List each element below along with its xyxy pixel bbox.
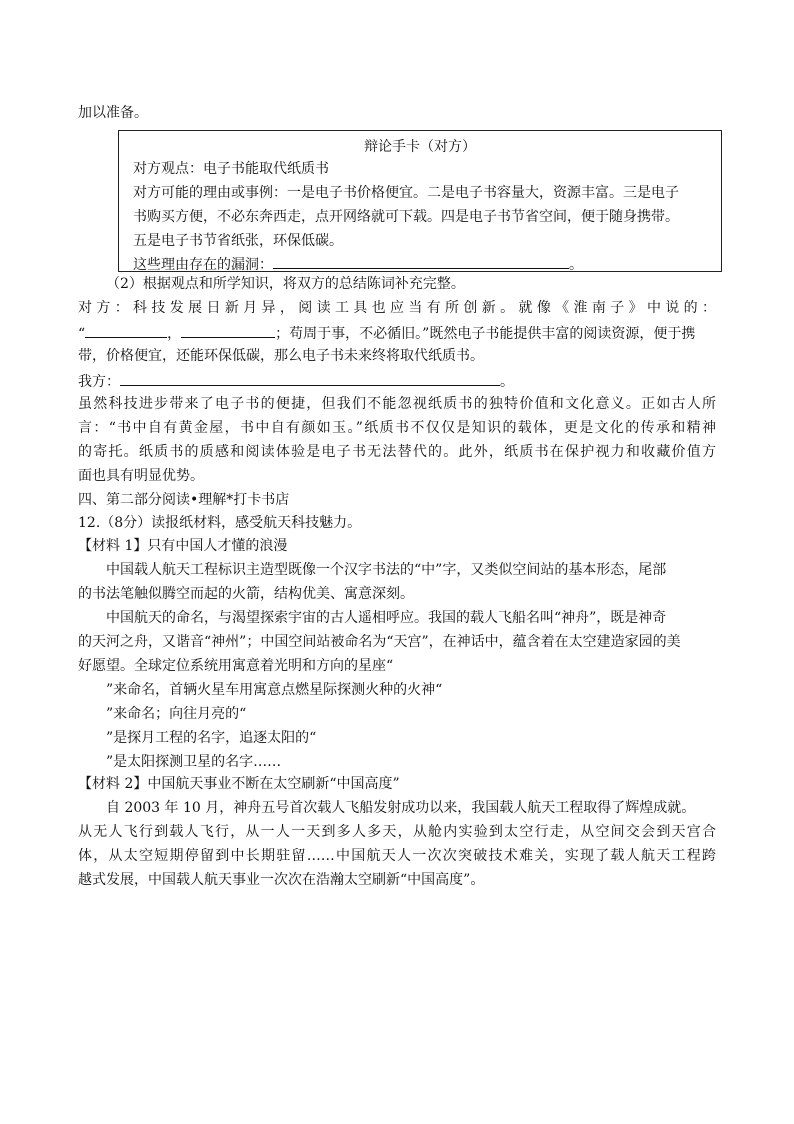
open-quote: “	[78, 326, 86, 342]
material-2-heading: 【材料 2】中国航天事业不断在太空刷新“中国高度”	[78, 776, 400, 792]
material-1-p1-l2: 的书法笔触似腾空而起的火箭，结构优美、寓意深刻。	[78, 586, 414, 602]
quote-blank-2[interactable]	[181, 322, 275, 338]
our-summary-blank[interactable]	[120, 370, 500, 386]
our-end: 。	[500, 374, 514, 390]
material-2-p1-l1: 自 2003 年 10 月，神舟五号首次载人飞船发射成功以来，我国载人航天工程取得了辉煌成就。	[106, 800, 696, 816]
material-1-p2-l7: ”是太阳探测卫星的名字……	[106, 754, 282, 770]
flaw-answer-blank[interactable]	[273, 253, 569, 269]
our-label: 我方：	[78, 374, 120, 390]
material-1-p2-l6: ”是探月工程的名字，追逐太阳的“	[106, 730, 317, 746]
debate-card-reasons-2: 书购买方便，不必东奔西走，点开网络就可下载。四是电子书节省空间，便于随身携带。	[133, 209, 679, 225]
material-1-p2-l2: 的天河之舟，又谐音“神州”；中国空间站被命名为“天宫”，在神话中，蕴含着在太空建造家园的美	[78, 634, 681, 650]
material-1-p1-l1: 中国载人航天工程标识主造型既像一个汉字书法的“中”字，又类似空间站的基本形态，尾部	[106, 562, 667, 578]
debate-card-title: 辩论手卡（对方）	[364, 139, 476, 155]
debate-card-flaw-line	[133, 253, 583, 275]
debate-card	[118, 130, 722, 272]
our-line-3: 的寄托。纸质书的质感和阅读体验是电子书无法替代的。此外，纸质书在保护视力和收藏价值方	[78, 444, 716, 460]
debate-card-reasons-1: 对方可能的理由或事例：一是电子书价格便宜。二是电子书容量大，资源丰富。三是电子	[133, 185, 679, 201]
our-summary-line	[78, 370, 514, 392]
flaw-label: 这些理由存在的漏洞：	[133, 257, 273, 273]
our-line-4: 面也具有明显优势。	[78, 468, 204, 484]
material-2-p1-l3: 体，从太空短期停留到中长期驻留……中国航天人一次次突破技术难关，实现了载人航天工程跨	[78, 848, 716, 864]
material-2-p1-l4: 越式发展，中国载人航天事业一次次在浩瀚太空刷新“中国高度”。	[78, 872, 485, 888]
question-12: 12.（8分）读报纸材料，感受航天科技魅力。	[78, 515, 362, 531]
our-line-2: 言：“书中自有黄金屋，书中自有颜如玉。”纸质书不仅仅是知识的载体，更是文化的传承和精神	[78, 420, 716, 436]
question-2: （2）根据观点和所学知识，将双方的总结陈词补充完整。	[106, 276, 465, 292]
debate-card-reasons-3: 五是电子书节省纸张，环保低碳。	[133, 233, 343, 249]
material-1-p2-l4: ”来命名，首辆火星车用寓意点燃星际探测火种的火神“	[106, 682, 443, 698]
quote-blank-1[interactable]	[85, 322, 167, 338]
material-2-p1-l2: 从无人飞行到载人飞行，从一人一天到多人多天，从舱内实验到太空行走，从空间交会到天宫合	[78, 824, 716, 840]
opponent-line-1: 对方：科技发展日新月异，阅读工具也应当有所创新。就像《淮南子》中说的：	[78, 300, 716, 316]
material-1-p2-l1: 中国航天的命名，与渴望探索宇宙的古人遥相呼应。我国的载人飞船名叫“神舟”，既是神奇	[106, 610, 667, 626]
material-1-heading: 【材料 1】只有中国人才懂的浪漫	[78, 538, 288, 554]
material-1-p2-l5: ”来命名；向往月亮的“	[106, 706, 247, 722]
opponent-line-3: 带，价格便宜，还能环保低碳，那么电子书未来终将取代纸质书。	[78, 348, 484, 364]
quote-comma: ，	[167, 326, 182, 342]
our-line-1: 虽然科技进步带来了电子书的便捷，但我们不能忽视纸质书的独特价值和文化意义。正如古人所	[78, 396, 716, 412]
intro-line: 加以准备。	[78, 105, 148, 121]
material-1-p2-l3: 好愿望。全球定位系统用寓意着光明和方向的星座“	[78, 658, 394, 674]
opponent-line-2	[78, 322, 695, 344]
debate-card-viewpoint: 对方观点：电子书能取代纸质书	[133, 161, 329, 177]
flaw-end: 。	[569, 257, 583, 273]
section-4-heading: 四、第二部分阅读•理解*打卡书店	[78, 492, 290, 508]
opponent-line-2-rest: ；苟周于事，不必循旧。”既然电子书能提供丰富的阅读资源，便于携	[275, 326, 696, 342]
